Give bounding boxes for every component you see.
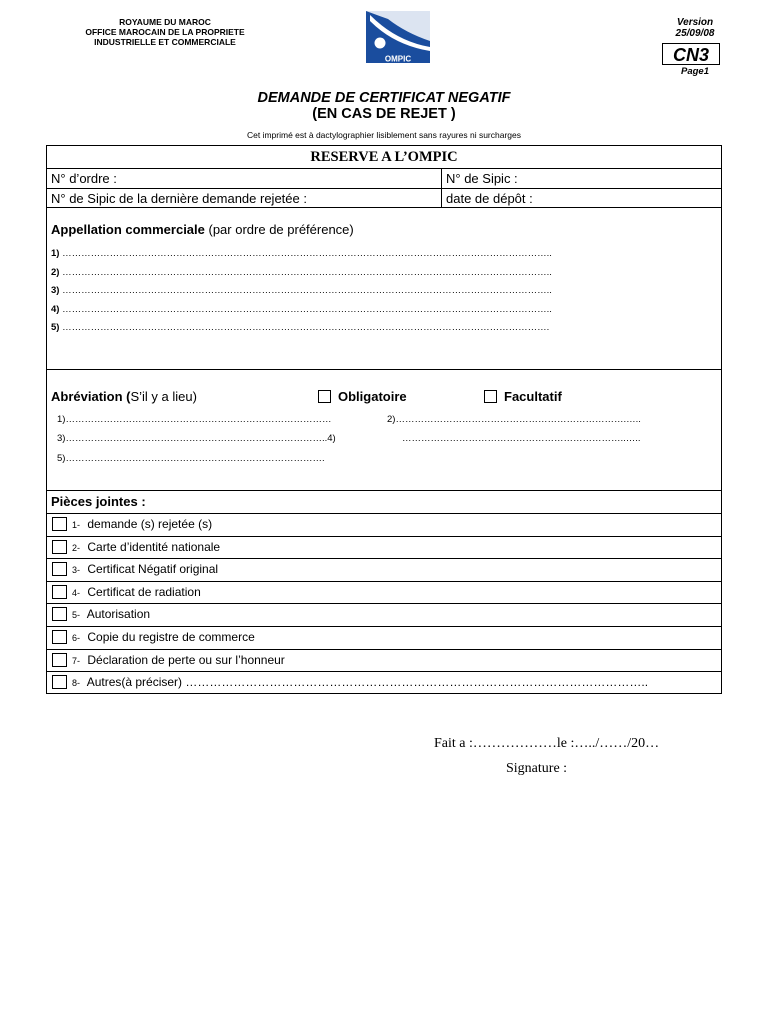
- appellation-line[interactable]: 4) ………………………………………………………………………………………………………………………………………..: [51, 303, 552, 315]
- num-sipic-field[interactable]: N° de Sipic :: [446, 171, 518, 186]
- abreviation-line-3[interactable]: 3)………………………………………………………………………..4): [57, 433, 336, 444]
- piece-item[interactable]: 2- Carte d’identité nationale: [47, 537, 721, 560]
- org-line-2: OFFICE MAROCAIN DE LA PROPRIETE: [85, 27, 245, 37]
- form-title: DEMANDE DE CERTIFICAT NEGATIF: [257, 90, 511, 106]
- piece-checkbox[interactable]: [52, 653, 67, 667]
- piece-checkbox[interactable]: [52, 607, 67, 621]
- version-block: [660, 17, 730, 39]
- abreviation-title: Abréviation (S’il y a lieu): [51, 389, 197, 404]
- obligatoire-checkbox[interactable]: [318, 390, 331, 403]
- pieces-title: Pièces jointes :: [47, 491, 721, 514]
- piece-item[interactable]: 1- demande (s) rejetée (s): [47, 514, 721, 537]
- page-label: Page1: [681, 66, 709, 77]
- piece-item[interactable]: 3- Certificat Négatif original: [47, 559, 721, 582]
- facultatif-label: Facultatif: [504, 389, 562, 404]
- piece-item[interactable]: 8- Autres(à préciser) ……………………………………………………………………………………………………..: [47, 672, 721, 695]
- piece-item[interactable]: 4- Certificat de radiation: [47, 582, 721, 605]
- obligatoire-label: Obligatoire: [338, 389, 407, 404]
- form-code: CN3: [662, 43, 720, 65]
- date-depot-field[interactable]: date de dépôt :: [446, 191, 533, 206]
- piece-checkbox[interactable]: [52, 540, 67, 554]
- abreviation-line-1[interactable]: 1)…………………………………………………………………………: [57, 414, 332, 425]
- organization-header: [60, 17, 270, 47]
- obligatoire-option[interactable]: [318, 389, 407, 404]
- abreviation-section: [46, 369, 722, 491]
- fait-a-field[interactable]: Fait a :………………le :…../……/20…: [434, 736, 660, 751]
- piece-checkbox[interactable]: [52, 562, 67, 576]
- piece-checkbox[interactable]: [52, 630, 67, 644]
- form-notice: Cet imprimé est à dactylographier lisiblement sans rayures ni surcharges: [246, 130, 521, 140]
- abreviation-line-2[interactable]: 2)……………………………………………………………….…..: [387, 414, 641, 425]
- appellation-title-bold: Appellation commerciale: [51, 222, 205, 237]
- piece-item[interactable]: 5- Autorisation: [47, 604, 721, 627]
- piece-item[interactable]: 6- Copie du registre de commerce: [47, 627, 721, 650]
- org-line-3: INDUSTRIELLE ET COMMERCIALE: [94, 37, 236, 47]
- reserve-section: [46, 145, 722, 208]
- abreviation-line-5[interactable]: 5)……………………………………………………………………….: [57, 453, 325, 464]
- pieces-jointes-section: [46, 490, 722, 694]
- appellation-line[interactable]: 5) ……………………………………………………………………………………………………………………………………….: [51, 322, 550, 333]
- num-ordre-field[interactable]: N° d’ordre :: [47, 169, 442, 188]
- appellation-section: [46, 207, 722, 370]
- sipic-rejet-field[interactable]: N° de Sipic de la dernière demande rejetée :: [47, 189, 442, 208]
- version-label: Version: [676, 17, 714, 28]
- version-date: 25/09/08: [675, 28, 715, 39]
- signature-field[interactable]: Signature :: [506, 761, 568, 776]
- piece-item[interactable]: 7- Déclaration de perte ou sur l’honneur: [47, 650, 721, 673]
- piece-checkbox[interactable]: [52, 675, 67, 689]
- abreviation-line-4[interactable]: ……………………………………………………………..…..: [402, 433, 641, 444]
- appellation-line[interactable]: 3) ………………………………………………………………………………………………………………………………………..: [51, 285, 552, 296]
- piece-checkbox[interactable]: [52, 585, 67, 599]
- appellation-line[interactable]: 1) ………………………………………………………………………………………………………………………………………..: [51, 248, 552, 259]
- facultatif-checkbox[interactable]: [484, 390, 497, 403]
- ompic-logo: [366, 11, 430, 63]
- logo-text: OMPIC: [384, 54, 412, 63]
- facultatif-option[interactable]: [484, 389, 562, 404]
- form-subtitle: (EN CAS DE REJET ): [312, 106, 456, 122]
- appellation-title-rest: (par ordre de préférence): [204, 222, 354, 237]
- piece-checkbox[interactable]: [52, 517, 67, 531]
- org-line-1: ROYAUME DU MAROC: [119, 17, 211, 27]
- reserve-title: RESERVE A L’OMPIC: [47, 146, 721, 169]
- appellation-line[interactable]: 2) ………………………………………………………………………………………………………………………………………..: [51, 266, 552, 278]
- appellation-title: [47, 222, 721, 237]
